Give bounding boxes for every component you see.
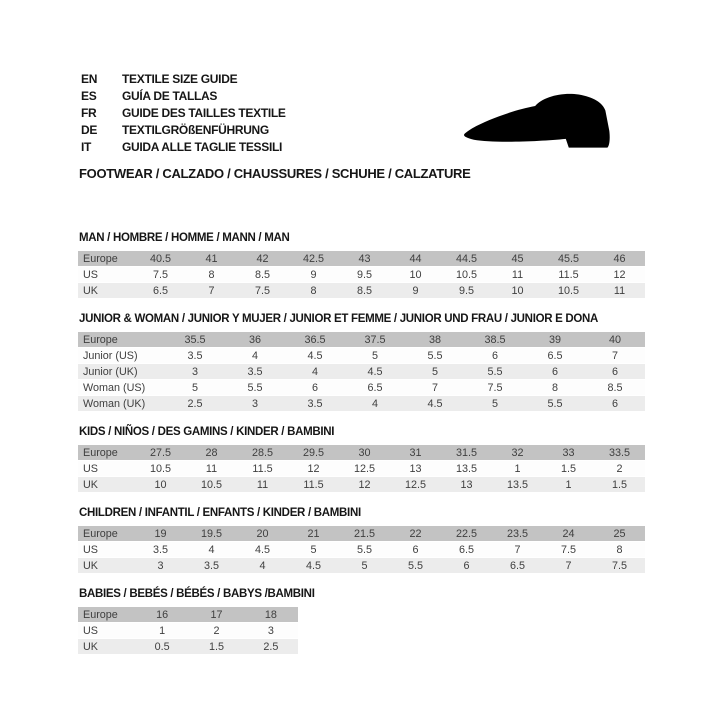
size-value-cell: 24 (543, 526, 594, 541)
size-value-cell: 28.5 (237, 445, 288, 460)
size-value-cell: 7.5 (465, 380, 525, 395)
size-value-cell: 46 (594, 251, 645, 266)
size-value-cell: 4.5 (237, 542, 288, 557)
size-row (78, 461, 645, 476)
size-value-cell: 9 (390, 283, 441, 298)
guide-title-it: GUIDA ALLE TAGLIE TESSILI (122, 139, 283, 154)
size-value-cell: 28 (186, 445, 237, 460)
size-value-cell: 4.5 (285, 348, 345, 363)
size-header-row (78, 251, 645, 266)
size-value-cell: 13.5 (492, 477, 543, 492)
size-value-cell: 6 (585, 396, 645, 411)
section-title: JUNIOR & WOMAN / JUNIOR Y MUJER / JUNIOR ET FEMME / JUNIOR UND FRAU / JUNIOR E DONA (79, 313, 599, 325)
size-value-cell: 7 (585, 348, 645, 363)
size-value-cell: 11.5 (237, 461, 288, 476)
size-value-cell: 42.5 (288, 251, 339, 266)
size-value-cell: 6 (585, 364, 645, 379)
size-value-cell: 44.5 (441, 251, 492, 266)
guide-title-de: TEXTILGRÖßENFÜHRUNG (122, 122, 269, 137)
size-guide-section (78, 588, 645, 655)
size-value-cell: 36.5 (285, 332, 345, 347)
row-label: US (78, 267, 135, 282)
size-value-cell: 23.5 (492, 526, 543, 541)
size-value-cell: 17 (189, 607, 243, 622)
size-value-cell: 3 (225, 396, 285, 411)
size-value-cell: 10.5 (543, 283, 594, 298)
size-value-cell: 29.5 (288, 445, 339, 460)
section-title: MAN / HOMBRE / HOMME / MANN / MAN (79, 232, 290, 244)
size-value-cell: 6.5 (492, 558, 543, 573)
language-row-fr (81, 104, 286, 121)
size-value-cell: 4.5 (345, 364, 405, 379)
size-value-cell: 27.5 (135, 445, 186, 460)
size-value-cell: 2.5 (244, 639, 298, 654)
row-label: US (78, 461, 135, 476)
size-guide-section (78, 313, 645, 412)
size-table (78, 606, 298, 655)
size-value-cell: 6.5 (345, 380, 405, 395)
size-value-cell: 20 (237, 526, 288, 541)
size-value-cell: 38 (405, 332, 465, 347)
size-value-cell: 8 (288, 283, 339, 298)
size-value-cell: 4 (186, 542, 237, 557)
size-value-cell: 7 (492, 542, 543, 557)
size-value-cell: 4.5 (405, 396, 465, 411)
size-header-row (78, 445, 645, 460)
size-value-cell: 4 (345, 396, 405, 411)
size-table (78, 525, 645, 574)
size-value-cell: 5.5 (465, 364, 525, 379)
size-value-cell: 1.5 (543, 461, 594, 476)
size-row (78, 283, 645, 298)
row-label: Europe (78, 251, 135, 266)
size-value-cell: 30 (339, 445, 390, 460)
size-value-cell: 11 (186, 461, 237, 476)
size-value-cell: 8.5 (585, 380, 645, 395)
shoe-icon (460, 91, 638, 153)
row-label: Junior (UK) (78, 364, 165, 379)
size-value-cell: 9 (288, 267, 339, 282)
size-value-cell: 10.5 (135, 461, 186, 476)
size-value-cell: 6 (525, 364, 585, 379)
size-value-cell: 6.5 (441, 542, 492, 557)
size-value-cell: 7 (405, 380, 465, 395)
size-value-cell: 11 (237, 477, 288, 492)
size-value-cell: 3 (165, 364, 225, 379)
size-value-cell: 7.5 (237, 283, 288, 298)
size-value-cell: 36 (225, 332, 285, 347)
language-row-es (81, 87, 286, 104)
size-value-cell: 4 (285, 364, 345, 379)
size-value-cell: 9.5 (339, 267, 390, 282)
size-value-cell: 11 (594, 283, 645, 298)
size-row (78, 364, 645, 379)
size-value-cell: 19 (135, 526, 186, 541)
size-value-cell: 40.5 (135, 251, 186, 266)
size-value-cell: 10 (492, 283, 543, 298)
size-value-cell: 1 (543, 477, 594, 492)
size-value-cell: 11.5 (288, 477, 339, 492)
size-value-cell: 6 (441, 558, 492, 573)
size-value-cell: 7 (543, 558, 594, 573)
size-value-cell: 22.5 (441, 526, 492, 541)
size-value-cell: 4 (225, 348, 285, 363)
size-table (78, 250, 645, 299)
size-row (78, 477, 645, 492)
size-value-cell: 12 (594, 267, 645, 282)
size-value-cell: 10 (135, 477, 186, 492)
size-value-cell: 2.5 (165, 396, 225, 411)
language-code: IT (81, 139, 92, 154)
row-label: Europe (78, 607, 135, 622)
size-value-cell: 6 (390, 542, 441, 557)
size-value-cell: 11.5 (543, 267, 594, 282)
row-label: UK (78, 558, 135, 573)
size-value-cell: 13.5 (441, 461, 492, 476)
size-row (78, 396, 645, 411)
size-value-cell: 5.5 (225, 380, 285, 395)
sections (78, 232, 645, 669)
size-value-cell: 45.5 (543, 251, 594, 266)
size-value-cell: 37.5 (345, 332, 405, 347)
size-value-cell: 12 (339, 477, 390, 492)
size-value-cell: 5 (345, 348, 405, 363)
size-value-cell: 45 (492, 251, 543, 266)
size-value-cell: 3 (244, 623, 298, 638)
size-value-cell: 4 (237, 558, 288, 573)
size-value-cell: 10.5 (441, 267, 492, 282)
size-value-cell: 40 (585, 332, 645, 347)
size-value-cell: 3.5 (165, 348, 225, 363)
size-value-cell: 5.5 (525, 396, 585, 411)
size-value-cell: 3.5 (225, 364, 285, 379)
guide-title-en: TEXTILE SIZE GUIDE (122, 71, 238, 86)
size-value-cell: 4.5 (288, 558, 339, 573)
size-value-cell: 35.5 (165, 332, 225, 347)
size-guide-section (78, 426, 645, 493)
size-guide-section (78, 232, 645, 299)
size-value-cell: 5 (405, 364, 465, 379)
section-title: CHILDREN / INFANTIL / ENFANTS / KINDER / BAMBINI (79, 507, 361, 519)
size-value-cell: 12.5 (390, 477, 441, 492)
size-table (78, 444, 645, 493)
size-value-cell: 39 (525, 332, 585, 347)
size-guide-section (78, 507, 645, 574)
row-label: US (78, 542, 135, 557)
size-value-cell: 5 (288, 542, 339, 557)
language-title-block (81, 70, 286, 155)
size-value-cell: 8.5 (339, 283, 390, 298)
guide-title-es: GUÍA DE TALLAS (122, 88, 218, 103)
language-row-it (81, 138, 286, 155)
row-label: Woman (UK) (78, 396, 165, 411)
size-value-cell: 44 (390, 251, 441, 266)
size-value-cell: 41 (186, 251, 237, 266)
size-value-cell: 1.5 (189, 639, 243, 654)
size-row (78, 558, 645, 573)
size-value-cell: 12.5 (339, 461, 390, 476)
size-value-cell: 8.5 (237, 267, 288, 282)
size-row (78, 542, 645, 557)
size-header-row (78, 332, 645, 347)
size-value-cell: 31 (390, 445, 441, 460)
size-value-cell: 13 (390, 461, 441, 476)
size-value-cell: 3.5 (186, 558, 237, 573)
section-title: BABIES / BEBÉS / BÉBÉS / BABYS /BAMBINI (79, 588, 315, 600)
size-table (78, 331, 645, 412)
size-value-cell: 43 (339, 251, 390, 266)
size-row (78, 639, 298, 654)
size-value-cell: 22 (390, 526, 441, 541)
size-value-cell: 33 (543, 445, 594, 460)
size-value-cell: 1 (135, 623, 189, 638)
size-value-cell: 5.5 (339, 542, 390, 557)
language-code: EN (81, 71, 98, 86)
size-value-cell: 7.5 (543, 542, 594, 557)
row-label: UK (78, 639, 135, 654)
row-label: UK (78, 477, 135, 492)
size-value-cell: 19.5 (186, 526, 237, 541)
size-row (78, 380, 645, 395)
size-value-cell: 8 (594, 542, 645, 557)
size-header-row (78, 607, 298, 622)
row-label: US (78, 623, 135, 638)
row-label: Woman (US) (78, 380, 165, 395)
size-value-cell: 13 (441, 477, 492, 492)
size-value-cell: 3.5 (285, 396, 345, 411)
size-value-cell: 32 (492, 445, 543, 460)
size-value-cell: 9.5 (441, 283, 492, 298)
size-value-cell: 6 (285, 380, 345, 395)
size-value-cell: 31.5 (441, 445, 492, 460)
row-label: Europe (78, 332, 165, 347)
language-code: FR (81, 105, 97, 120)
size-value-cell: 5.5 (405, 348, 465, 363)
section-title: KIDS / NIÑOS / DES GAMINS / KINDER / BAMBINI (79, 426, 335, 438)
size-value-cell: 5 (465, 396, 525, 411)
size-value-cell: 3 (135, 558, 186, 573)
row-label: Europe (78, 526, 135, 541)
size-value-cell: 10.5 (186, 477, 237, 492)
size-value-cell: 42 (237, 251, 288, 266)
size-value-cell: 21 (288, 526, 339, 541)
size-value-cell: 1 (492, 461, 543, 476)
size-value-cell: 2 (189, 623, 243, 638)
size-row (78, 623, 298, 638)
size-value-cell: 5.5 (390, 558, 441, 573)
size-value-cell: 5 (165, 380, 225, 395)
language-row-de (81, 121, 286, 138)
size-value-cell: 1.5 (594, 477, 645, 492)
row-label: UK (78, 283, 135, 298)
size-value-cell: 12 (288, 461, 339, 476)
size-value-cell: 38.5 (465, 332, 525, 347)
row-label: Junior (US) (78, 348, 165, 363)
size-value-cell: 7 (186, 283, 237, 298)
size-value-cell: 2 (594, 461, 645, 476)
size-value-cell: 8 (186, 267, 237, 282)
language-row-en (81, 70, 286, 87)
size-value-cell: 6.5 (135, 283, 186, 298)
size-value-cell: 10 (390, 267, 441, 282)
language-code: DE (81, 122, 98, 137)
guide-title-fr: GUIDE DES TAILLES TEXTILE (122, 105, 286, 120)
row-label: Europe (78, 445, 135, 460)
size-value-cell: 6.5 (525, 348, 585, 363)
size-value-cell: 18 (244, 607, 298, 622)
size-header-row (78, 526, 645, 541)
size-value-cell: 5 (339, 558, 390, 573)
size-value-cell: 0.5 (135, 639, 189, 654)
language-code: ES (81, 88, 97, 103)
size-value-cell: 8 (525, 380, 585, 395)
size-value-cell: 33.5 (594, 445, 645, 460)
size-value-cell: 3.5 (135, 542, 186, 557)
size-row (78, 348, 645, 363)
size-value-cell: 21.5 (339, 526, 390, 541)
size-value-cell: 7.5 (135, 267, 186, 282)
size-value-cell: 16 (135, 607, 189, 622)
size-value-cell: 11 (492, 267, 543, 282)
size-value-cell: 6 (465, 348, 525, 363)
size-row (78, 267, 645, 282)
size-value-cell: 7.5 (594, 558, 645, 573)
category-heading: FOOTWEAR / CALZADO / CHAUSSURES / SCHUHE / CALZATURE (79, 166, 471, 181)
size-value-cell: 25 (594, 526, 645, 541)
